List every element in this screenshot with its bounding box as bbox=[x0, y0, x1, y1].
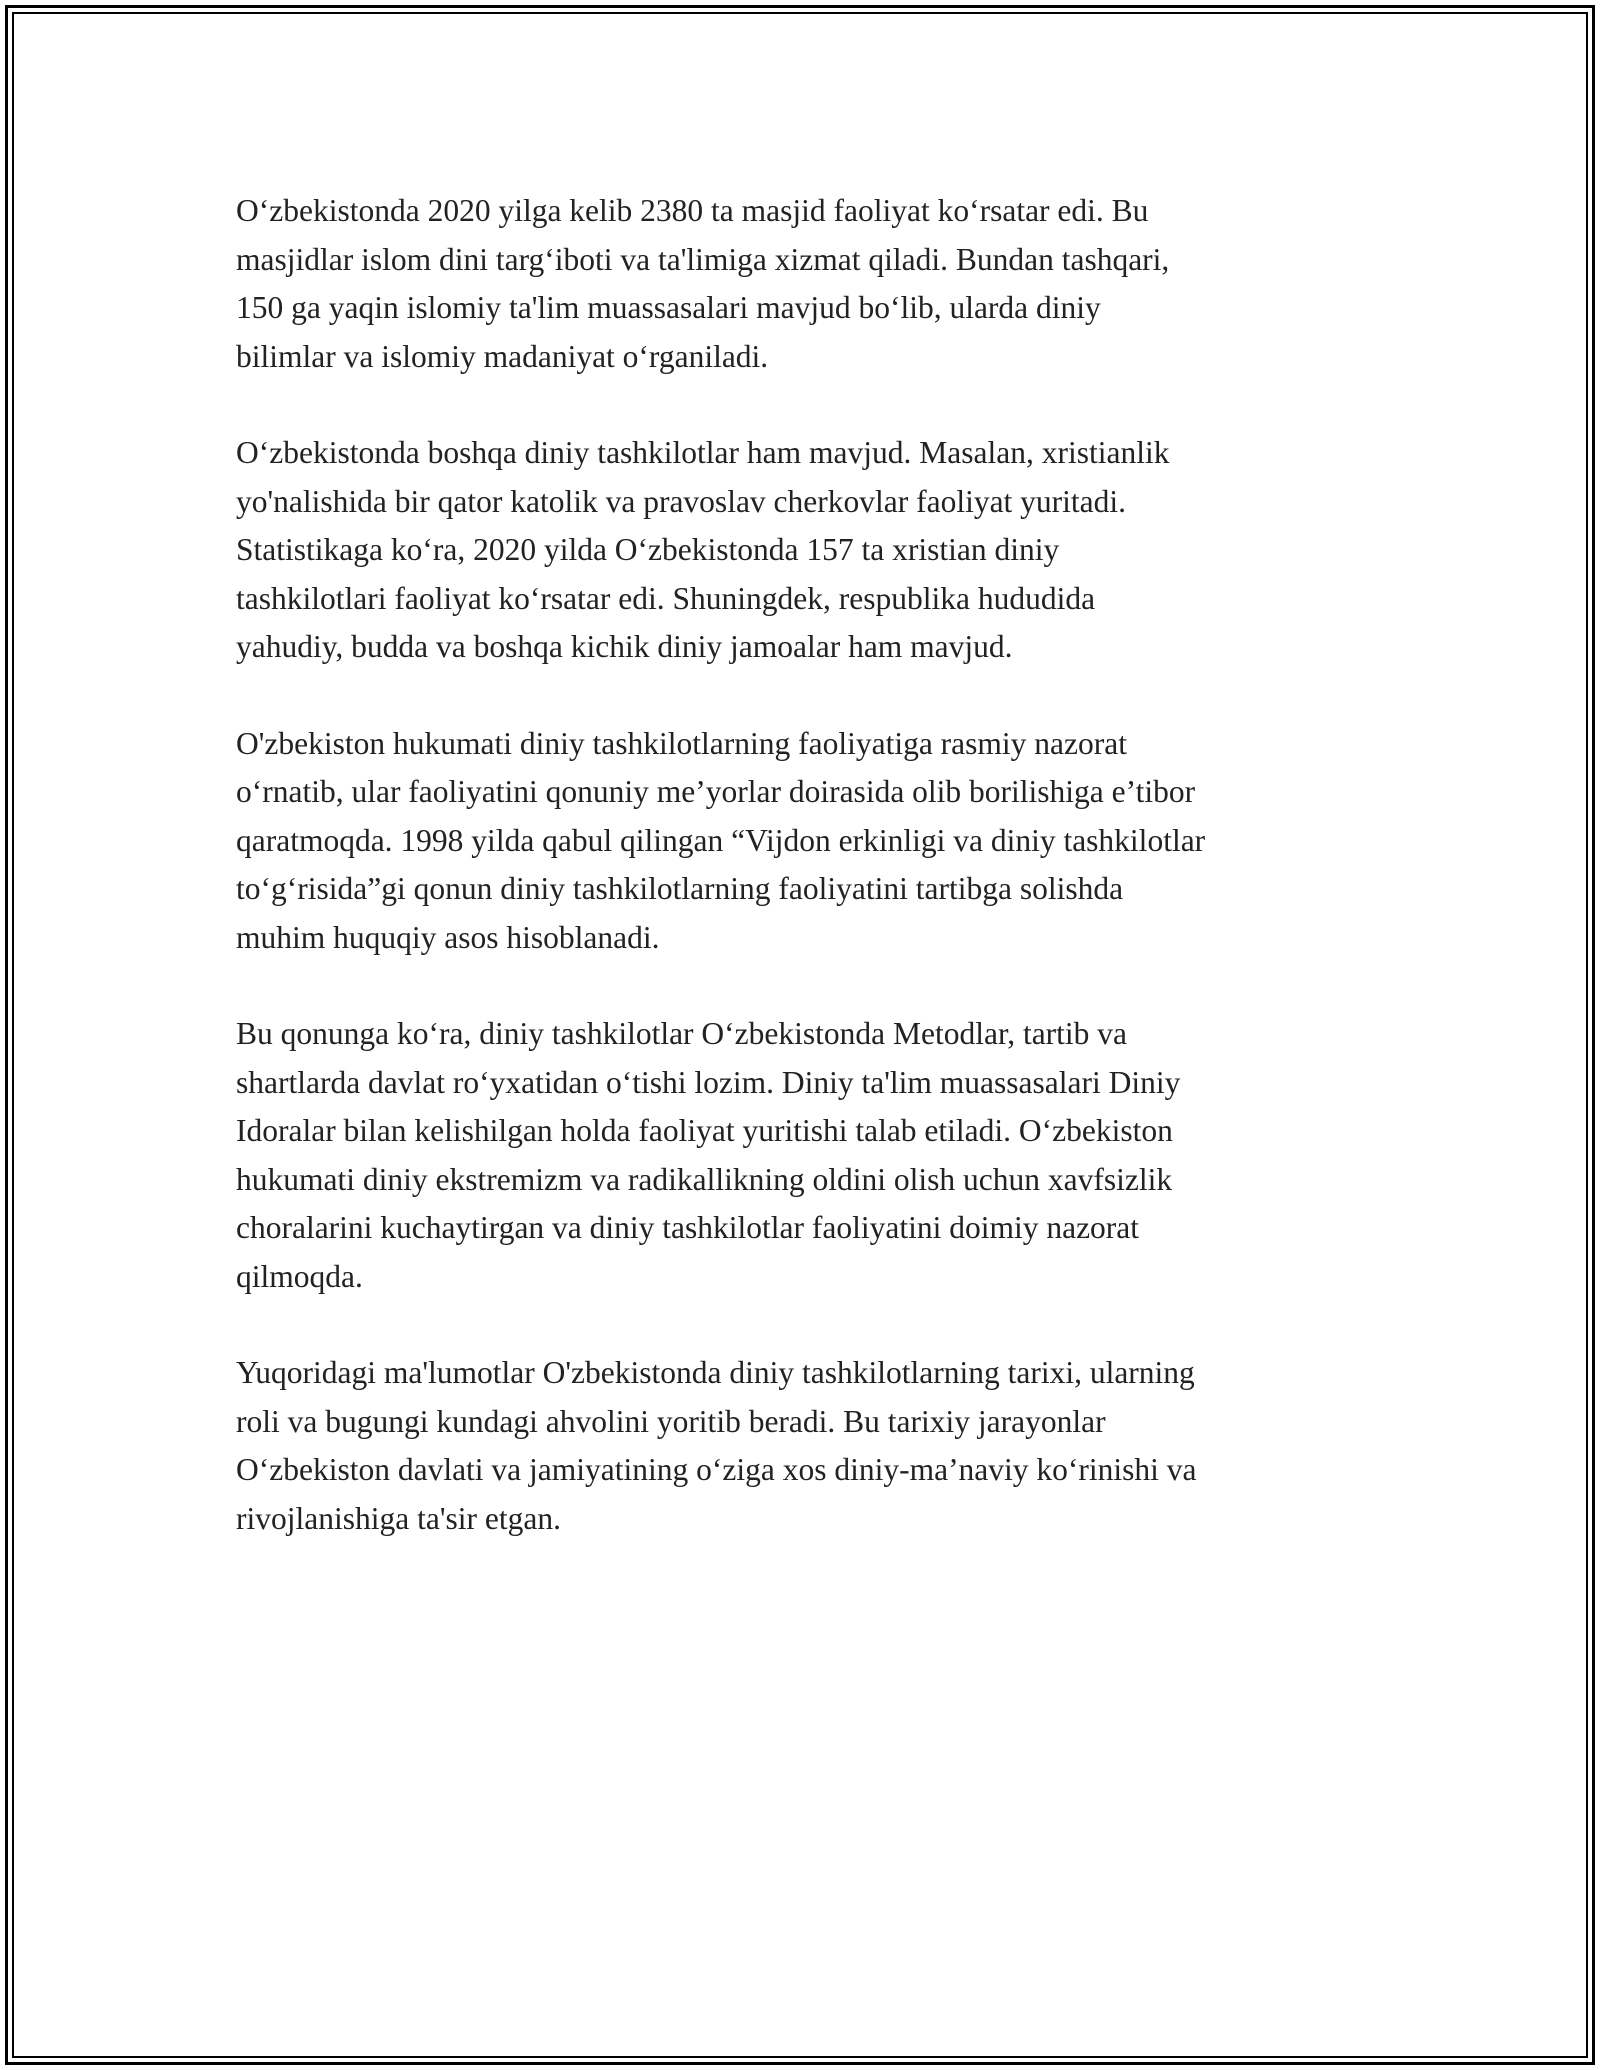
paragraph-3 bbox=[236, 720, 1376, 963]
text-line: roli va bugungi kundagi ahvolini yoritib beradi. Bu tarixiy jarayonlar bbox=[236, 1403, 1106, 1439]
text-line: tashkilotlari faoliyat ko‘rsatar edi. Shuningdek, respublika hududida bbox=[236, 580, 1096, 616]
text-line: qaratmoqda. 1998 yilda qabul qilingan “Vijdon erkinligi va diniy tashkilotlar bbox=[236, 822, 1206, 858]
text-line: O‘zbekistonda 2020 yilga kelib 2380 ta masjid faoliyat ko‘rsatar edi. Bu bbox=[236, 193, 1149, 228]
paragraph-1 bbox=[236, 187, 1376, 381]
text-line: qilmoqda. bbox=[236, 1258, 363, 1294]
text-line: to‘g‘risida”gi qonun diniy tashkilotlarning faoliyatini tartibga solishda bbox=[236, 871, 1124, 906]
text-line: hukumati diniy ekstremizm va radikallikning oldini olish uchun xavfsizlik bbox=[236, 1161, 1173, 1197]
document-body bbox=[236, 187, 1376, 1591]
text-line: Idoralar bilan kelishilgan holda faoliyat yuritishi talab etiladi. O‘zbekiston bbox=[236, 1113, 1173, 1148]
text-line: bilimlar va islomiy madaniyat o‘rganiladi. bbox=[236, 338, 769, 374]
text-line: yo'nalishida bir qator katolik va pravoslav cherkovlar faoliyat yuritadi. bbox=[236, 483, 1127, 519]
text-line: yahudiy, budda va boshqa kichik diniy jamoalar ham mavjud. bbox=[236, 629, 1013, 664]
text-line: muhim huquqiy asos hisoblanadi. bbox=[236, 919, 660, 955]
text-line: O‘zbekistonda boshqa diniy tashkilotlar ham mavjud. Masalan, xristianlik bbox=[236, 435, 1170, 470]
text-line: masjidlar islom dini targ‘iboti va ta'limiga xizmat qiladi. Bundan tashqari, bbox=[236, 241, 1170, 277]
text-line: 150 ga yaqin islomiy ta'lim muassasalari mavjud bo‘lib, ularda diniy bbox=[236, 290, 1101, 325]
paragraph-5 bbox=[236, 1349, 1376, 1543]
paragraph-4 bbox=[236, 1010, 1376, 1301]
text-line: shartlarda davlat ro‘yxatidan o‘tishi lozim. Diniy ta'lim muassasalari Diniy bbox=[236, 1064, 1181, 1100]
text-line: Bu qonunga ko‘ra, diniy tashkilotlar O‘zbekistonda Metodlar, tartib va bbox=[236, 1016, 1128, 1051]
text-line: o‘rnatib, ular faoliyatini qonuniy me’yorlar doirasida olib borilishiga e’tibor bbox=[236, 774, 1196, 809]
text-line: choralarini kuchaytirgan va diniy tashkilotlar faoliyatini doimiy nazorat bbox=[236, 1210, 1140, 1245]
text-line: Yuqoridagi ma'lumotlar O'zbekistonda diniy tashkilotlarning tarixi, ularning bbox=[236, 1355, 1195, 1390]
text-line: O‘zbekiston davlati va jamiyatining o‘ziga xos diniy-ma’naviy ko‘rinishi va bbox=[236, 1452, 1197, 1487]
text-line: rivojlanishiga ta'sir etgan. bbox=[236, 1500, 561, 1536]
paragraph-2 bbox=[236, 429, 1376, 672]
text-line: O'zbekiston hukumati diniy tashkilotlarning faoliyatiga rasmiy nazorat bbox=[236, 725, 1127, 761]
text-line: Statistikaga ko‘ra, 2020 yilda O‘zbekistonda 157 ta xristian diniy bbox=[236, 532, 1060, 567]
